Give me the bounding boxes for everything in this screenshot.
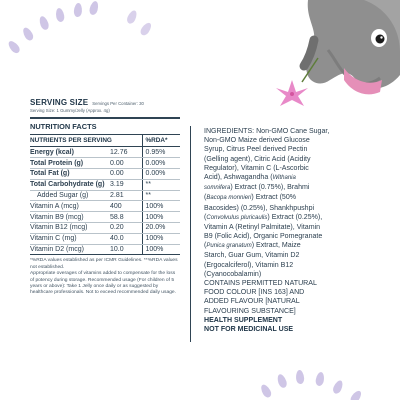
nutrient-value: 40.0 xyxy=(110,233,142,244)
ingredient-line: Acid), Ashwagandha (Withania xyxy=(204,173,296,181)
serving-size: Serving Size: 1 Gummy/Jelly (Approx. 4g) xyxy=(30,108,110,113)
ingredient-line: Regulator), Vitamin C (L-Ascorbic xyxy=(204,164,309,172)
table-row xyxy=(30,158,180,169)
ingredient-line: Starch, Guar Gum, Vitamin D2 xyxy=(204,252,300,260)
nutrient-value: 400 xyxy=(110,201,142,212)
footnote-usage: Appropriate overages of vitamins added to compensate for the loss of potency during storage. Recommended usage (For children of 5 years or above): Take 1 Jelly once daily or as suggested by healthcare professionals. Not to exceed recommended daily usage. xyxy=(30,271,176,296)
nutrient-value: 2.81 xyxy=(110,190,142,201)
nutrient-rda: 100% xyxy=(142,244,180,255)
header-nutrients: NUTRIENTS PER SERVING xyxy=(30,137,112,145)
nutrient-name: Energy (kcal) xyxy=(30,147,110,158)
nutrient-name: Total Carbohydrate (g) xyxy=(30,179,110,190)
nutrient-rda: 0.00% xyxy=(142,158,180,169)
elephant-mascot xyxy=(268,0,400,112)
nutrient-name: Added Sugar (g) xyxy=(30,190,110,201)
nutrition-facts-title: NUTRITION FACTS xyxy=(30,122,97,131)
nutrient-name: Vitamin A (mcg) xyxy=(30,201,110,212)
nutrient-value: 0.00 xyxy=(110,158,142,169)
ingredient-line: somnifera) Extract (0.75%), Brahmi xyxy=(204,184,310,192)
footnote-rda: *%RDA values established as per ICMR Guidelines. **%RDA values not established. xyxy=(30,258,178,270)
nutrient-rda: 20.0% xyxy=(142,222,180,233)
ingredient-line: FLAVOURING SUBSTANCE] xyxy=(204,307,296,315)
ingredient-line: ADDED FLAVOUR [NATURAL xyxy=(204,298,300,306)
ingredient-line: (Punica granatum) Extract, Maize xyxy=(204,242,301,250)
header-rda: %RDA* xyxy=(142,135,180,147)
table-row xyxy=(30,244,180,255)
nutrient-value: 0.00 xyxy=(110,168,142,179)
ingredient-line: CONTAINS PERMITTED NATURAL xyxy=(204,280,317,287)
nutrient-name: Vitamin B9 (mcg) xyxy=(30,212,110,223)
table-row xyxy=(30,168,180,179)
nutrient-value: 10.0 xyxy=(110,244,142,255)
ingredients-text xyxy=(204,127,374,316)
nutrient-name: Total Protein (g) xyxy=(30,158,110,169)
ingredient-line: INGREDIENTS: Non-GMO Cane Sugar, xyxy=(204,128,330,135)
ingredient-line: (Ergocalciferol), Vitamin B12 xyxy=(204,261,294,269)
nutrient-rda: 0.00% xyxy=(142,168,180,179)
nutrient-name: Vitamin D2 (mcg) xyxy=(30,244,110,255)
table-row xyxy=(30,190,180,201)
ingredient-line: FOOD COLOUR [INS 163] AND xyxy=(204,289,305,297)
ingredient-line: (Convolvulus pluricaulis) Extract (0.25%), xyxy=(204,213,323,221)
ingredient-line: Non-GMO Maize derived Glucose xyxy=(204,137,310,145)
nutrient-rda: ** xyxy=(142,190,180,201)
table-row xyxy=(30,147,180,158)
nutrient-value: 3.19 xyxy=(110,179,142,190)
serving-size-title: SERVING SIZE xyxy=(30,98,89,107)
ingredient-line: Bacosides) (0.25%), Shankhpushpi xyxy=(204,204,315,212)
table-row xyxy=(30,222,180,233)
ingredient-line: (Cyanocobalamin) xyxy=(204,270,262,278)
divider xyxy=(30,117,180,119)
ingredient-line: B9 (Folic Acid), Organic Pomegranate xyxy=(204,233,323,241)
nutrient-rda: 100% xyxy=(142,201,180,212)
nutrient-value: 0.20 xyxy=(110,222,142,233)
table-row xyxy=(30,212,180,223)
ingredients-block xyxy=(204,127,374,334)
servings-per-container: Servings Per Container: 30 xyxy=(92,101,144,106)
nutrient-rda: ** xyxy=(142,179,180,190)
nutrition-table xyxy=(30,134,180,255)
nutrient-rda: 0.95% xyxy=(142,147,180,158)
nutrient-name: Vitamin B12 (mcg) xyxy=(30,222,110,233)
nutrient-rda: 100% xyxy=(142,233,180,244)
ingredient-line: Syrup, Citrus Peel derived Pectin xyxy=(204,146,308,154)
table-row xyxy=(30,179,180,190)
not-medicinal-label: NOT FOR MEDICINAL USE xyxy=(204,325,294,333)
nutrient-value: 58.8 xyxy=(110,212,142,223)
ingredient-line: (Bacopa monnieri) Extract (50% xyxy=(204,194,297,202)
nutrient-name: Total Fat (g) xyxy=(30,168,110,179)
nutrient-rda: 100% xyxy=(142,212,180,223)
table-row xyxy=(30,201,180,212)
health-supplement-label: HEALTH SUPPLEMENT xyxy=(204,316,283,324)
column-divider xyxy=(190,126,191,342)
table-header xyxy=(30,135,180,147)
ingredient-line: Vitamin A (Retinyl Palmitate), Vitamin xyxy=(204,223,321,231)
ingredient-line: (Gelling agent), Citric Acid (Acidity xyxy=(204,155,311,163)
nutrient-name: Vitamin C (mg) xyxy=(30,233,110,244)
table-row xyxy=(30,233,180,244)
nutrition-panel xyxy=(30,98,180,297)
nutrient-value: 12.76 xyxy=(110,147,142,158)
